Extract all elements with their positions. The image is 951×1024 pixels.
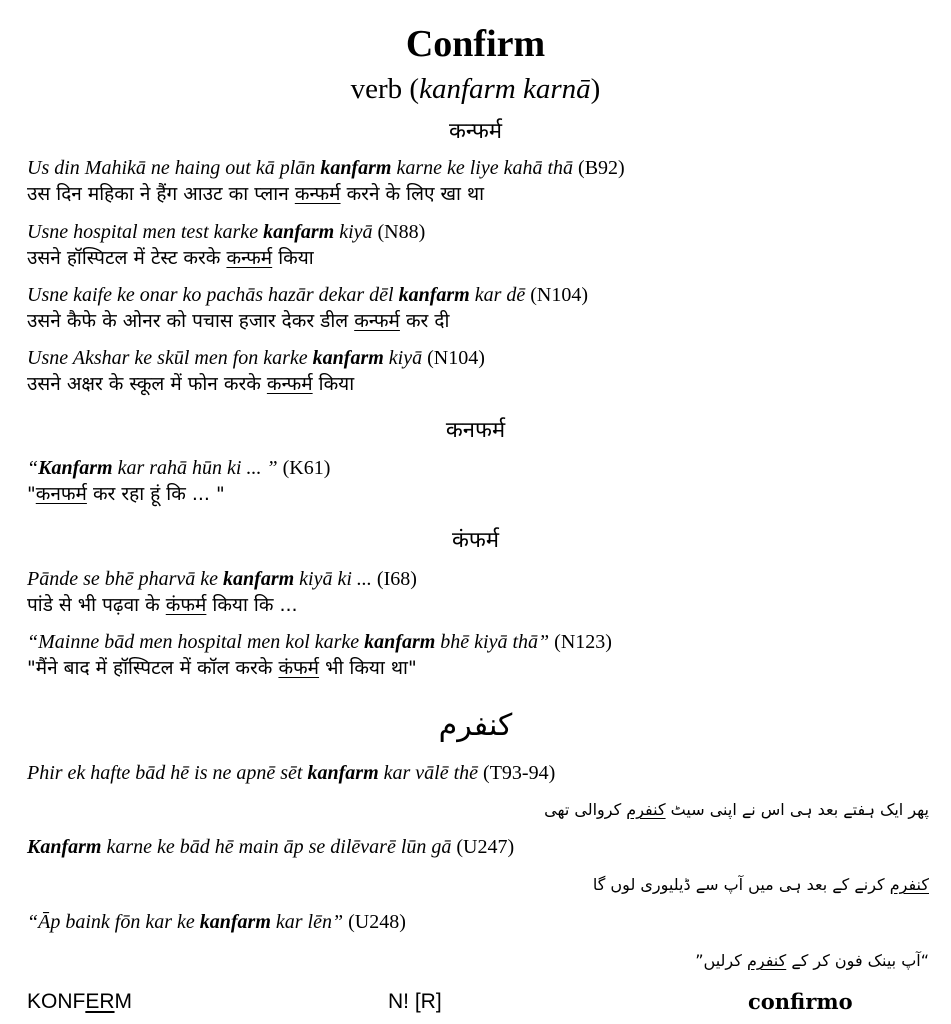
part-of-speech: verb ( [350,73,420,105]
entry-subtitle [0,72,951,106]
example-devanagari: उसने अक्षर के स्कूल में फोन करके कन्फर्म किया [27,373,355,395]
example-translit: Pānde se bhē pharvā ke kanfarm kiyā ki ... (I68) [27,568,417,590]
section-heading-urdu: کنفرم [438,708,513,743]
example-devanagari: "मैंने बाद में हॉस्पिटल में कॉल करके कंफर्म भी किया था" [27,657,417,679]
example-devanagari: उस दिन महिका ने हैंग आउट का प्लान कन्फर्म करने के लिए खा था [27,183,485,205]
example-translit: Usne hospital men test karke kanfarm kiyā (N88) [27,221,426,243]
example-devanagari: उसने कैफे के ओनर को पचास हजार देकर डील कन्फर्म कर दी [27,310,450,332]
footer-code: N! [R] [388,990,442,1013]
hindi-verb: kanfarm karnā [419,73,591,105]
example-translit: “Kanfarm kar rahā hūn ki ... ” (K61) [27,457,331,479]
example-urdu: کنفرم کرنے کے بعد ہی میں آپ سے ڈیلیوری لوں گا [592,875,929,894]
entry-title: Confirm [405,23,546,65]
footer-etymology: confirmo [748,989,853,1014]
example-urdu: “آپ بینک فون کر کے کنفرم کرلیں” [695,951,929,970]
section-heading-devanagari-1: कन्फर्म [449,119,502,144]
example-translit: Usne kaife ke onar ko pachās hazār dekar dēl kanfarm kar dē (N104) [27,284,589,306]
subtitle-close: ) [590,73,601,105]
section-heading-devanagari-2: कनफर्म [445,418,506,443]
example-translit: Usne Akshar ke skūl men fon karke kanfarm kiyā (N104) [27,347,485,369]
example-devanagari: पांडे से भी पढ़वा के कंफर्म किया कि ... [27,594,298,616]
example-devanagari: "कनफर्म कर रहा हूं कि ... " [27,483,225,505]
example-translit: “Mainne bād men hospital men kol karke kanfarm bhē kiyā thā” (N123) [27,631,612,653]
section-heading-devanagari-3: कंफर्म [451,528,499,553]
example-translit: Us din Mahikā ne haing out kā plān kanfarm karne ke liye kahā thā (B92) [27,157,625,179]
example-translit: Kanfarm karne ke bād hē main āp se dilēvarē lūn gā (U247) [27,836,515,858]
footer-pronunciation: KONFERM [27,990,133,1013]
example-translit: Phir ek hafte bād hē is ne apnē sēt kanfarm kar vālē thē (T93-94) [27,762,556,784]
example-translit: “Āp baink fōn kar ke kanfarm kar lēn” (U248) [27,911,406,933]
example-devanagari: उसने हॉस्पिटल में टेस्ट करके कन्फर्म किया [27,247,314,269]
example-urdu: پھر ایک ہفتے بعد ہی اس نے اپنی سیٹ کنفرم کروالی تھی [544,800,929,819]
